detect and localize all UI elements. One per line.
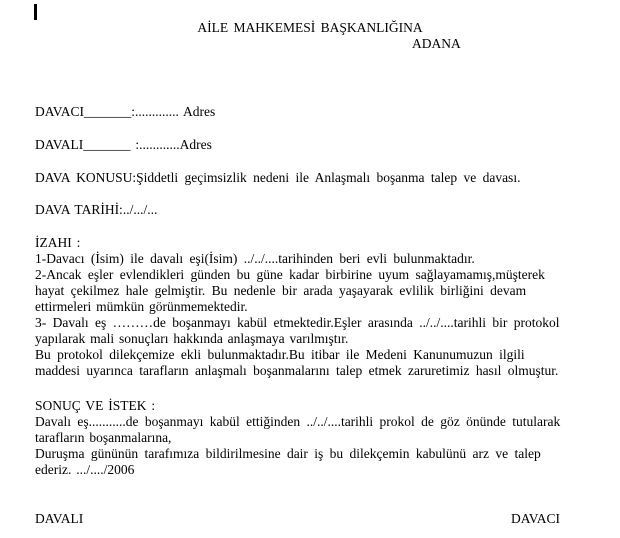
explanation-line: hayat çekilmez hale gelmiştir. Bu nedenle bir arada yaşayarak evlilik birliğini devam [35, 283, 527, 298]
court-city: ADANA [412, 36, 461, 51]
explanation-line: 2-Ancak eşler evlendikleri günden bu güne kadar birbirine uyum sağlayamamış,müşterek [35, 267, 545, 282]
plaintiff-field: DAVACI_______:............. Adres [35, 104, 216, 119]
conclusion-line: ederiz. .../..../2006 [35, 462, 135, 477]
court-title: AİLE MAHKEMESİ BAŞKANLIĞINA [197, 20, 423, 35]
defendant-signature-label: DAVALI [35, 511, 84, 526]
explanation-line: 3- Davalı eş ………de boşanmayı kabül etmektedir.Eşler arasında ../../....tarihli bir protokol [35, 315, 560, 330]
conclusion-line: tarafların boşanmalarına, [35, 430, 172, 445]
case-subject: DAVA KONUSU:Şiddetli geçimsizlik nedeni ile Anlaşmalı boşanma talep ve davası. [35, 170, 521, 185]
explanation-line: Bu protokol dilekçemize ekli bulunmaktadır.Bu itibar ile Medeni Kanunumuzun ilgili [35, 347, 525, 362]
conclusion-line: Duruşma gününün tarafımıza bildirilmesine dair iş bu dilekçemin kabulünü arz ve talep [35, 446, 541, 461]
explanation-line: maddesi uyarınca tarafların anlaşmalı boşanmalarını talep etmek zaruretimiz hasıl olmuştur. [35, 363, 559, 378]
text-caret [34, 4, 37, 20]
document-content [0, 20, 620, 527]
plaintiff-signature-label: DAVACI [510, 511, 560, 526]
explanation-heading: İZAHI : [35, 235, 81, 250]
explanation-line: 1-Davacı (İsim) ile davalı eşi(İsim) ../../....tarihinden beri evli bulunmaktadır. [35, 251, 475, 266]
signature-row [35, 511, 585, 527]
case-date: DAVA TARİHİ:../.../... [35, 202, 158, 217]
defendant-field: DAVALI_______ :............Adres [35, 137, 212, 152]
explanation-line: yapılarak mali sonuçları hakkında anlaşmaya varılmıştır. [35, 331, 349, 346]
conclusion-line: Davalı eş...........de boşanmayı kabül ettiğinden ../../....tarihli prokol de göz önünde tutularak [35, 414, 561, 429]
explanation-line: ettirmeleri mümkün görünmemektedir. [35, 299, 248, 314]
conclusion-heading: SONUÇ VE İSTEK : [35, 398, 156, 413]
